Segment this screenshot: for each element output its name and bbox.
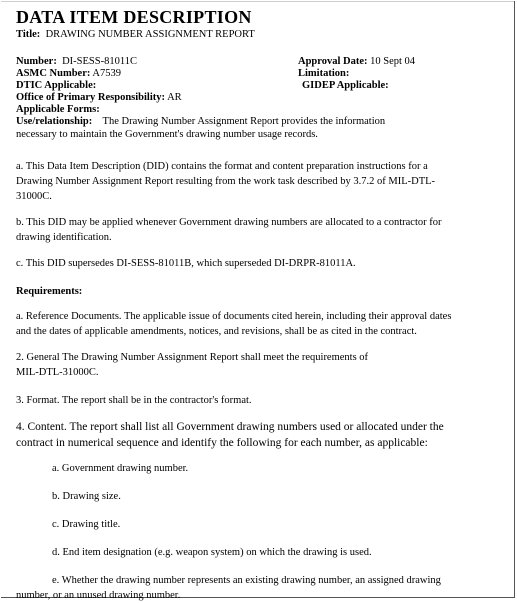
number-value: DI-SESS-81011C <box>62 56 137 67</box>
asmc-field <box>16 68 121 79</box>
content-item-e-cont <box>16 588 504 603</box>
limitation-label: Limitation: <box>298 68 350 79</box>
content-item-a: a. Government drawing number. <box>52 463 189 474</box>
title-line <box>16 29 255 40</box>
paragraph-a-line: 31000C. <box>16 191 52 202</box>
forms-label: Applicable Forms: <box>16 104 100 115</box>
content-item-e-line: e. Whether the drawing number represents an existing drawing number, an assigned drawing <box>52 575 441 586</box>
requirement-line: 4. Content. The report shall list all Government drawing numbers used or allocated under the <box>16 421 444 433</box>
use-label: Use/relationship: <box>16 116 93 127</box>
paragraph-c-line: c. This DID supersedes DI-SESS-81011B, which superseded DI-DRPR-81011A. <box>16 258 356 269</box>
paragraph-c <box>16 256 504 271</box>
requirement-4 <box>16 419 504 451</box>
requirement-line: 2. General The Drawing Number Assignment Report shall meet the requirements of <box>16 352 369 363</box>
opr-value: AR <box>167 92 182 103</box>
content-item-b: b. Drawing size. <box>52 491 121 502</box>
approval-label: Approval Date: <box>298 56 368 67</box>
paragraph-b-line: b. This DID may be applied whenever Government drawing numbers are allocated to a contractor for <box>16 217 442 228</box>
content-item-d: d. End item designation (e.g. weapon system) on which the drawing is used. <box>52 547 372 558</box>
content-item-c: c. Drawing title. <box>52 519 121 530</box>
paragraph-a-line: a. This Data Item Description (DID) contains the format and content preparation instructions for a <box>16 161 428 172</box>
requirement-line: contract in numerical sequence and identify the following for each number, as applicable: <box>16 437 428 449</box>
gidep-label: GIDEP Applicable: <box>302 80 389 91</box>
use-line-1: The Drawing Number Assignment Report provides the information <box>102 116 386 127</box>
asmc-label: ASMC Number: <box>16 68 91 79</box>
opr-field <box>16 92 182 103</box>
paragraph-a <box>16 159 504 204</box>
dtic-label: DTIC Applicable: <box>16 80 97 91</box>
document-page <box>1 1 515 601</box>
requirement-2 <box>16 350 504 380</box>
paragraph-b <box>16 215 504 245</box>
requirements-heading: Requirements: <box>16 286 83 297</box>
requirement-line: and the dates of applicable amendments, notices, and revisions, shall be as cited in the contract. <box>16 326 417 337</box>
requirement-line: MIL-DTL-31000C. <box>16 367 99 378</box>
content-item-e <box>16 573 504 588</box>
use-relationship <box>16 116 385 127</box>
paragraph-a-line: Drawing Number Assignment Report resulting from the work task described by 3.7.2 of MIL-DTL- <box>16 176 436 187</box>
paragraph-b-line: drawing identification. <box>16 232 112 243</box>
content-item-e-line: number, or an unused drawing number. <box>16 590 181 601</box>
asmc-value: A7539 <box>92 68 122 79</box>
use-line-2: necessary to maintain the Government's drawing number usage records. <box>16 129 318 140</box>
requirement-3 <box>16 393 504 408</box>
number-label: Number: <box>16 56 57 67</box>
document-title: DATA ITEM DESCRIPTION <box>16 7 252 27</box>
requirement-line: 3. Format. The report shall be in the contractor's format. <box>16 395 252 406</box>
opr-label: Office of Primary Responsibility: <box>16 92 166 103</box>
title-label: Title: <box>16 29 41 40</box>
approval-field <box>298 56 415 67</box>
number-field <box>16 56 137 67</box>
requirement-line: a. Reference Documents. The applicable issue of documents cited herein, including their approval dates <box>16 311 452 322</box>
requirement-1 <box>16 309 504 339</box>
title-value: DRAWING NUMBER ASSIGNMENT REPORT <box>45 29 255 40</box>
approval-value: 10 Sept 04 <box>370 56 416 67</box>
